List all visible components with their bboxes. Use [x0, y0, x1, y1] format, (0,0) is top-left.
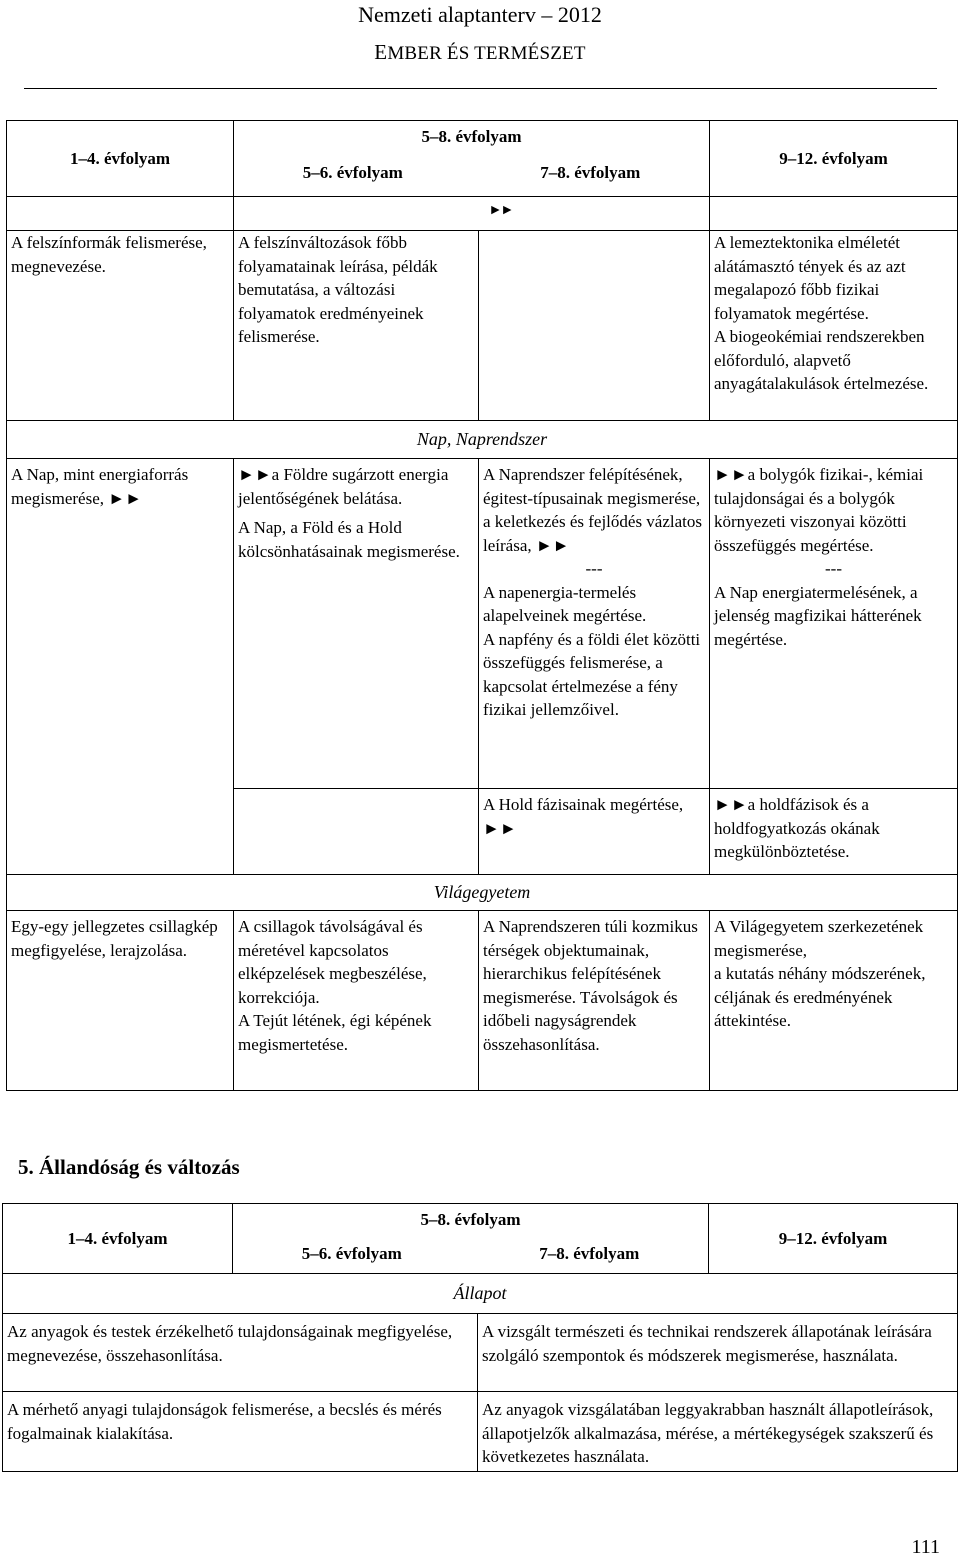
allapot-row1-left [3, 1314, 478, 1392]
document-title: Nemzeti alaptanterv – 2012 [358, 2, 602, 27]
table2-header-row [3, 1204, 958, 1274]
separator-text: --- [825, 559, 842, 578]
row1-grade-9-12 [710, 231, 958, 421]
header-grade-5-8-label: 5–8. évfolyam [421, 127, 522, 146]
header-grade-7-8: 7–8. évfolyam [540, 163, 641, 182]
header-grade-5-8-label: 5–8. évfolyam [420, 1210, 521, 1229]
header-grade-1-4: 1–4. évfolyam [3, 1204, 233, 1274]
empty-cell [7, 197, 234, 231]
header-grade-9-12: 9–12. évfolyam [709, 1204, 958, 1274]
cell-text: A napenergia-termelés alapelveinek megértése. [483, 582, 647, 625]
topic-nap-naprendszer: Nap, Naprendszer [7, 421, 958, 459]
cell-text: ►►a Földre sugárzott energia jelentőségének belátása. [238, 465, 449, 508]
vilag-grade-5-6 [234, 911, 479, 1091]
nap-grade-5-6 [234, 459, 479, 789]
header-grade-5-8 [233, 1204, 709, 1274]
cell-text: ►►a bolygók fizikai-, kémiai tulajdonságai és a bolygók környezeti viszonyai közötti összefüggés megértése. [714, 465, 924, 555]
allapot-row2-right [478, 1392, 958, 1472]
curriculum-table-1 [6, 120, 958, 1091]
cell-text: ►►a holdfázisok és a holdfogyatkozás okának megkülönböztetése. [714, 795, 880, 861]
vilag-grade-1-4 [7, 911, 234, 1091]
header-grade-7-8: 7–8. évfolyam [539, 1244, 640, 1263]
topic-row [7, 875, 958, 911]
topic-row [3, 1274, 958, 1314]
header-grade-5-8 [234, 121, 710, 197]
row1-grade-7-8 [479, 231, 710, 421]
nap-grade-7-8 [479, 459, 710, 789]
cell-text: A Naprendszer felépítésének, égitest-típusainak megismerése, a keletkezés és fejlődés vázlatos leírása, ►► [483, 465, 703, 555]
cell-text: A Nap, mint energiaforrás megismerése, ►► [11, 465, 189, 508]
header-subgrades [233, 1242, 708, 1266]
cell-text: A napfény és a földi élet közötti összefüggés felismerése, a kapcsolat értelmezése a fény fizikai jellemzőivel. [483, 629, 701, 719]
cell-text: A vizsgált természeti és technikai rendszerek állapotának leírására szolgáló szempontok és módszerek megismerése, használata. [482, 1322, 932, 1365]
cell-text: A lemeztektonika elméletét alátámasztó tények és az azt megalapozó főbb fizikai folyamatok megértése. [714, 233, 906, 323]
cell-text: A Világegyetem szerkezetének megismerése, [714, 917, 924, 960]
table-row [7, 911, 958, 1091]
cell-text: Az anyagok vizsgálatában leggyakrabban használt állapotleírások, állapotjelzők alkalmazása, mérése, a mértékegységek szakszerű és következetes használata. [482, 1400, 934, 1466]
continue-cell [479, 197, 710, 231]
cell-text: A felszínváltozások főbb folyamatainak leírása, példák bemutatása, a változási folyamatok eredményeinek felismerése. [238, 233, 438, 346]
nap-grade-9-12 [710, 459, 958, 789]
header-rule [24, 88, 937, 89]
cell-text: A Naprendszeren túli kozmikus térségek objektumainak, hierarchikus felépítésének megismerése. Távolságok és időbeli nagyságrendek összehasonlítása. [483, 917, 698, 1054]
header-grade-5-6: 5–6. évfolyam [302, 163, 403, 182]
cell-text: A mérhető anyagi tulajdonságok felismerése, a becslés és mérés fogalmainak kialakítása. [7, 1400, 442, 1443]
cell-text: A biogeokémiai rendszerekben előforduló, alapvető anyagátalakulások értelmezése. [714, 327, 929, 393]
header-grade-5-6: 5–6. évfolyam [301, 1244, 402, 1263]
header-subgrades [234, 161, 709, 185]
separator-text: --- [585, 559, 603, 578]
curriculum-table-2 [2, 1203, 958, 1472]
table-row [7, 459, 958, 789]
cell-text: A Nap, a Föld és a Hold kölcsönhatásainak megismerése. [238, 518, 460, 561]
hold-grade-9-12 [710, 789, 958, 875]
table1-continue-row [7, 197, 958, 231]
cell-text: A Tejút létének, égi képének megismertetése. [238, 1011, 432, 1054]
empty-cell [234, 197, 479, 231]
hold-grade-5-6 [234, 789, 479, 875]
cell-text: A felszínformák felismerése, megnevezése. [11, 233, 207, 276]
header-grade-9-12: 9–12. évfolyam [710, 121, 958, 197]
empty-cell [710, 197, 958, 231]
page-number: 111 [911, 1536, 940, 1558]
table-row [7, 231, 958, 421]
allapot-row2-left [3, 1392, 478, 1472]
row1-grade-5-6 [234, 231, 479, 421]
table-row [3, 1314, 958, 1392]
cell-text: A csillagok távolságával és méretével kapcsolatos elképzelések megbeszélése, korrekciója. [238, 917, 427, 1007]
table1-header-row [7, 121, 958, 197]
vilag-grade-9-12 [710, 911, 958, 1091]
topic-allapot: Állapot [3, 1274, 958, 1314]
cell-text: Egy-egy jellegzetes csillagkép megfigyelése, lerajzolása. [11, 917, 218, 960]
continue-arrows: ►► [488, 203, 513, 218]
cell-text: A Hold fázisainak megértése, ►► [483, 795, 684, 838]
table-row [3, 1392, 958, 1472]
cell-text: Az anyagok és testek érzékelhető tulajdonságainak megfigyelése, megnevezése, összehasonlítása. [7, 1322, 453, 1365]
vilag-grade-7-8 [479, 911, 710, 1091]
topic-row [7, 421, 958, 459]
cell-text: a kutatás néhány módszerének, céljának és eredményének áttekintése. [714, 964, 926, 1030]
nap-grade-1-4 [7, 459, 234, 875]
header-grade-1-4: 1–4. évfolyam [7, 121, 234, 197]
topic-vilagegyetem: Világegyetem [7, 875, 958, 911]
row1-grade-1-4 [7, 231, 234, 421]
subtitle-initial: E [374, 40, 388, 64]
subtitle-rest: MBER ÉS TERMÉSZET [387, 43, 586, 64]
hold-grade-7-8 [479, 789, 710, 875]
document-subtitle [0, 40, 960, 65]
allapot-row1-right [478, 1314, 958, 1392]
section-title: 5. Állandóság és változás [18, 1155, 240, 1179]
cell-text: A Nap energiatermelésének, a jelenség magfizikai hátterének megértése. [714, 582, 922, 649]
